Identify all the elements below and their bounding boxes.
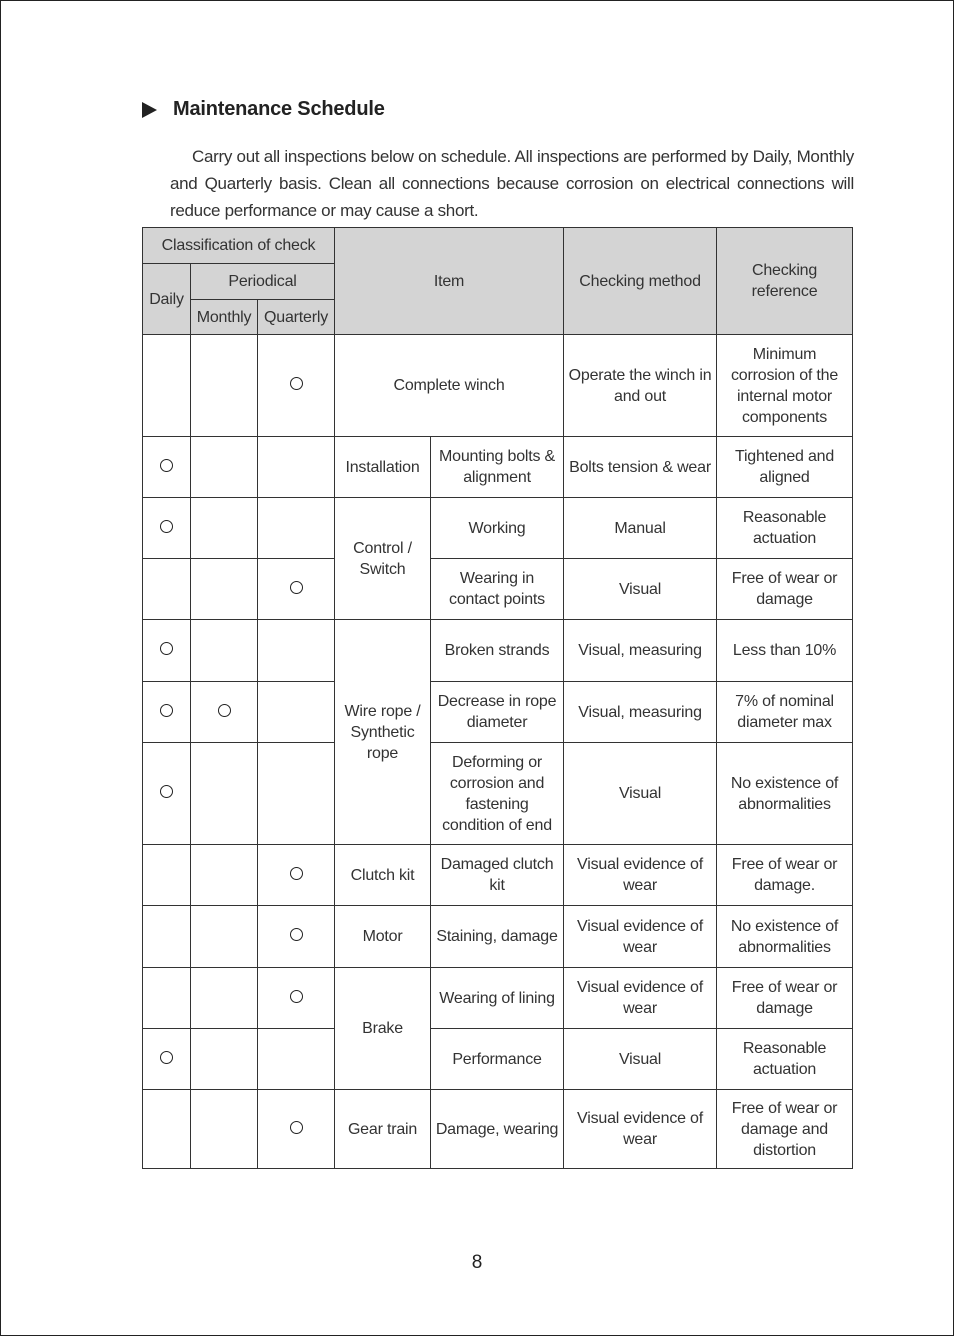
check-circle-icon [160,459,173,472]
table-row [143,968,853,1029]
table-row [143,1029,853,1090]
quarterly-cell [258,906,335,968]
checking-method-cell: Visual evidence of wear [564,1090,717,1169]
table-row [143,682,853,743]
checking-reference-cell: No existence of abnormalities [717,743,853,845]
item-group-cell: Gear train [335,1090,431,1169]
item-detail-cell: Damaged clutch kit [431,845,564,906]
table-row [143,906,853,968]
quarterly-cell [258,968,335,1029]
daily-cell [143,437,191,498]
check-circle-icon [290,1121,303,1134]
item-detail-cell: Damage, wearing [431,1090,564,1169]
table-row [143,335,853,437]
checking-method-cell: Visual [564,743,717,845]
checking-method-cell: Visual [564,559,717,620]
daily-cell [143,559,191,620]
checking-reference-cell: Tightened and aligned [717,437,853,498]
checking-reference-cell: Free of wear or damage [717,559,853,620]
quarterly-cell [258,1029,335,1090]
monthly-cell [191,845,258,906]
item-detail-cell: Mounting bolts & alignment [431,437,564,498]
quarterly-cell [258,1090,335,1169]
check-circle-icon [218,704,231,717]
daily-cell [143,498,191,559]
checking-method-cell: Bolts tension & wear [564,437,717,498]
table-row [143,743,853,845]
table-row [143,437,853,498]
header-row [143,228,853,264]
quarterly-cell [258,620,335,682]
daily-cell [143,968,191,1029]
monthly-cell [191,620,258,682]
header-classification: Classification of check [143,228,335,264]
monthly-cell [191,1029,258,1090]
checking-reference-cell: Free of wear or damage and distortion [717,1090,853,1169]
checking-reference-cell: Reasonable actuation [717,1029,853,1090]
daily-cell [143,1029,191,1090]
daily-cell [143,620,191,682]
check-circle-icon [160,1051,173,1064]
checking-reference-cell: Less than 10% [717,620,853,682]
header-monthly: Monthly [191,300,258,335]
header-item: Item [335,228,564,335]
quarterly-cell [258,682,335,743]
checking-reference-cell: Free of wear or damage [717,968,853,1029]
check-circle-icon [290,581,303,594]
monthly-cell [191,743,258,845]
section-heading [142,98,385,121]
checking-reference-cell: No existence of abnormalities [717,906,853,968]
check-circle-icon [160,704,173,717]
checking-method-cell: Operate the winch in and out [564,335,717,437]
table-row [143,1090,853,1169]
quarterly-cell [258,559,335,620]
monthly-cell [191,968,258,1029]
check-circle-icon [290,867,303,880]
daily-cell [143,682,191,743]
quarterly-cell [258,498,335,559]
intro-paragraph: Carry out all inspections below on schedule. All inspections are performed by Daily, Monthly and Quarterly basis. Clean all connections because corrosion on electrical connections will reduce performance or may cause a short. [170,147,854,220]
monthly-cell [191,559,258,620]
check-circle-icon [290,928,303,941]
checking-method-cell: Manual [564,498,717,559]
item-group-cell: Clutch kit [335,845,431,906]
item-detail-cell: Broken strands [431,620,564,682]
monthly-cell [191,682,258,743]
table-row [143,559,853,620]
checking-method-cell: Visual evidence of wear [564,845,717,906]
item-group-cell: Brake [335,968,431,1090]
header-checking-reference: Checking reference [717,228,853,335]
header-checking-method: Checking method [564,228,717,335]
checking-method-cell: Visual evidence of wear [564,906,717,968]
checking-method-cell: Visual [564,1029,717,1090]
daily-cell [143,906,191,968]
item-detail-cell: Wearing of lining [431,968,564,1029]
table-row [143,845,853,906]
quarterly-cell [258,845,335,906]
item-group-cell: Installation [335,437,431,498]
monthly-cell [191,498,258,559]
daily-cell [143,845,191,906]
daily-cell [143,1090,191,1169]
checking-reference-cell: 7% of nominal diameter max [717,682,853,743]
table-row [143,620,853,682]
page-number: 8 [471,1252,483,1273]
monthly-cell [191,906,258,968]
header-quarterly: Quarterly [258,300,335,335]
daily-cell [143,743,191,845]
checking-reference-cell: Reasonable actuation [717,498,853,559]
daily-cell [143,335,191,437]
item-detail-cell: Wearing in contact points [431,559,564,620]
triangle-bullet-icon [142,102,157,118]
quarterly-cell [258,437,335,498]
item-group-cell: Wire rope / Synthetic rope [335,620,431,845]
item-group-cell: Control / Switch [335,498,431,620]
item-detail-cell: Deforming or corrosion and fastening condition of end [431,743,564,845]
quarterly-cell [258,335,335,437]
monthly-cell [191,437,258,498]
checking-reference-cell: Minimum corrosion of the internal motor components [717,335,853,437]
checking-reference-cell: Free of wear or damage. [717,845,853,906]
item-detail-cell: Performance [431,1029,564,1090]
item-detail-cell: Decrease in rope diameter [431,682,564,743]
item-detail-cell: Working [431,498,564,559]
check-circle-icon [160,785,173,798]
section-title: Maintenance Schedule [173,98,385,120]
checking-method-cell: Visual, measuring [564,682,717,743]
header-periodical: Periodical [191,264,335,300]
check-circle-icon [160,520,173,533]
monthly-cell [191,1090,258,1169]
check-circle-icon [290,377,303,390]
item-group-cell: Complete winch [335,335,564,437]
table-row [143,498,853,559]
checking-method-cell: Visual evidence of wear [564,968,717,1029]
check-circle-icon [290,990,303,1003]
monthly-cell [191,335,258,437]
item-detail-cell: Staining, damage [431,906,564,968]
item-group-cell: Motor [335,906,431,968]
checking-method-cell: Visual, measuring [564,620,717,682]
header-daily: Daily [143,264,191,335]
check-circle-icon [160,642,173,655]
quarterly-cell [258,743,335,845]
maintenance-schedule-table [142,227,853,1169]
